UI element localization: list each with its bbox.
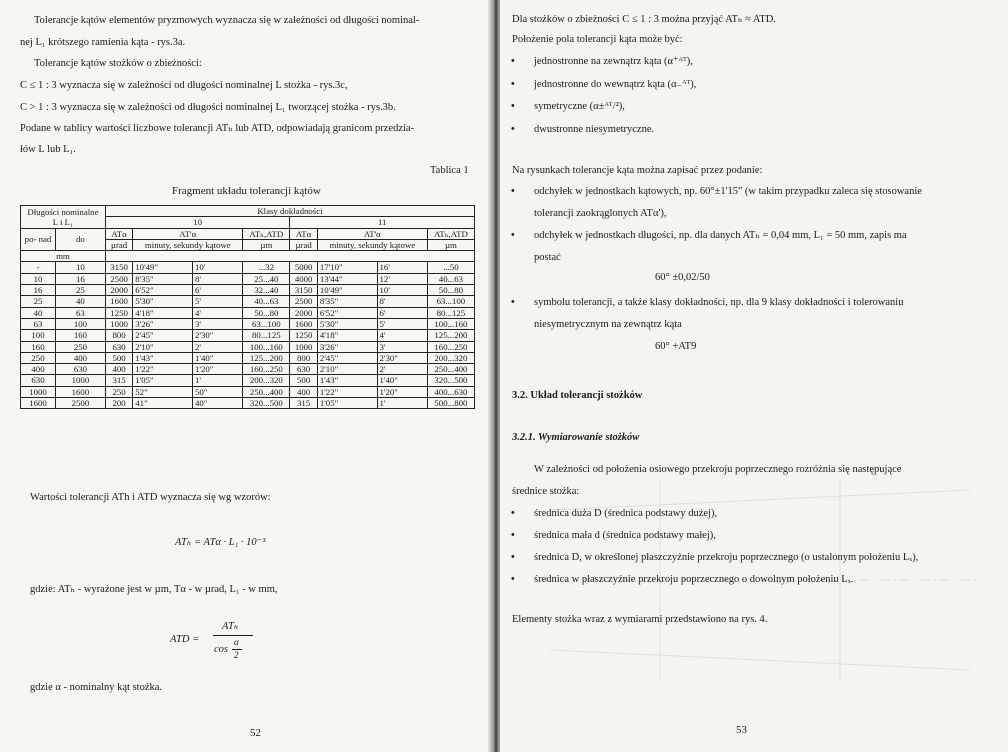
table-cell: 250...400 [427, 364, 474, 375]
table-cell: 1600 [21, 398, 56, 409]
table-cell: 500...800 [427, 398, 474, 409]
table-cell: ...50 [427, 262, 474, 273]
intro-line: Tolerancje kątów elementów pryzmowych wyznacza się w zależności od długości nominal- [34, 15, 420, 26]
table-cell: 2500 [105, 273, 132, 284]
table-cell: 2000 [105, 285, 132, 296]
table-cell: 1000 [56, 375, 106, 386]
where-line-2: gdzie α - nominalny kąt stożka. [30, 682, 163, 693]
table-cell: 500 [105, 352, 132, 363]
table-cell: 2' [192, 341, 242, 352]
table-cell: 100...160 [243, 341, 290, 352]
table-cell: 100...160 [427, 318, 474, 329]
table-row [21, 296, 475, 307]
table-cell: 2' [377, 364, 427, 375]
table-row [21, 352, 475, 363]
table-cell: 50...80 [427, 285, 474, 296]
header-classes: Klasy dokładności [105, 206, 474, 217]
table-cell: 4'18" [133, 307, 193, 318]
table-row [21, 307, 475, 318]
table-row [21, 386, 475, 397]
table-cell: 1600 [56, 386, 106, 397]
table-row [21, 285, 475, 296]
table-cell: 1'05" [317, 398, 377, 409]
table-cell: 315 [105, 375, 132, 386]
bullet-position: • symetryczne (α±ᴬᵀ/²), [534, 100, 625, 113]
fraction-bar [213, 635, 253, 636]
unit-minutes: minuty, sekundy kątowe [317, 239, 427, 250]
table-cell: 1000 [105, 318, 132, 329]
table-cell: 1'40" [377, 375, 427, 386]
table-cell: 630 [21, 375, 56, 386]
table-row [21, 341, 475, 352]
table-cell: 1600 [290, 318, 317, 329]
table-cell: 200...320 [427, 352, 474, 363]
header-ath-atd: ATₕ,ATD [427, 228, 474, 239]
formula-atd-den-num: α [234, 637, 239, 647]
table-cell: 1250 [105, 307, 132, 318]
table-cell: 800 [105, 330, 132, 341]
table-row [21, 398, 475, 409]
table-cell: 1'22" [317, 386, 377, 397]
header-to: do [56, 228, 106, 251]
table-cell: 1'22" [133, 364, 193, 375]
table-cell: 50...80 [243, 307, 290, 318]
intro-line: Podane w tablicy wartości liczbowe tolerancji ATₕ lub ATD, odpowiadają granicom przedzia- [20, 123, 415, 134]
table-cell: 5000 [290, 262, 317, 273]
table-cell: 40" [192, 398, 242, 409]
table-cell: 250...400 [243, 386, 290, 397]
table-row [21, 364, 475, 375]
table-cell: 400 [290, 386, 317, 397]
table-cell: 400 [21, 364, 56, 375]
table-cell: 4' [192, 307, 242, 318]
bullet-position: • jednostronne na zewnątrz kąta (α⁺ᴬᵀ), [534, 55, 693, 68]
unit-urad: µrad [290, 239, 317, 250]
table-cell: 40...63 [243, 296, 290, 307]
table-row [21, 318, 475, 329]
after-table-text: Wartości tolerancji ATh i ATD wyznacza się wg wzorów: [30, 492, 271, 503]
example-length: 60° ±0,02/50 [655, 272, 710, 283]
table-cell: 250 [21, 352, 56, 363]
table-cell: 500 [290, 375, 317, 386]
table-cell: 160 [21, 341, 56, 352]
bullet-diameter: • średnica mała d (średnica podstawy małej), [534, 529, 716, 542]
table-cell: 6'52" [317, 307, 377, 318]
table-cell: 160...250 [427, 341, 474, 352]
unit-um: µm [243, 239, 290, 250]
table-cell: 1'05" [133, 375, 193, 386]
subsection-heading: 3.2.1. Wymiarowanie stożków [512, 432, 640, 443]
table-cell: 320...500 [243, 398, 290, 409]
table-cell: 13'44" [317, 273, 377, 284]
table-cell: 10'49" [133, 262, 193, 273]
table-cell: 125...200 [427, 330, 474, 341]
table-cell: 315 [290, 398, 317, 409]
table-cell: 2000 [290, 307, 317, 318]
table-cell: 80...125 [427, 307, 474, 318]
table-cell: 41" [133, 398, 193, 409]
table-cell: 2500 [290, 296, 317, 307]
bullet-angular: • odchyłek w jednostkach kątowych, np. 60°±1'15" (w takim przypadku zaleca się stosowanie [534, 185, 922, 198]
table-cell: 12' [377, 273, 427, 284]
header-at-alpha-prime: AT'α [317, 228, 427, 239]
header-length-text: Długości nominalne [27, 206, 99, 217]
table-cell: 5'30" [317, 318, 377, 329]
table-cell: 63...100 [243, 318, 290, 329]
bullet-diameter: • średnica duża D (średnica podstawy dużej), [534, 507, 717, 520]
unit-minutes: minuty, sekundy kątowe [133, 239, 243, 250]
table-cell: 1600 [105, 296, 132, 307]
table-cell: ...32 [243, 262, 290, 273]
table-cell: 2'45" [133, 330, 193, 341]
table-cell: 63...100 [427, 296, 474, 307]
table-cell: 4'18" [317, 330, 377, 341]
table-cell: 6'52" [133, 285, 193, 296]
table-cell: 25 [56, 285, 106, 296]
table-cell: 8'35" [317, 296, 377, 307]
right-page [500, 0, 1008, 752]
para-diameters-cont: średnice stożka: [512, 486, 580, 497]
table-cell: 1' [192, 375, 242, 386]
table-cell: 1'20" [192, 364, 242, 375]
table-cell: 2'10" [317, 364, 377, 375]
table-cell: 16 [56, 273, 106, 284]
bullet-diameter: • średnica w płaszczyźnie przekroju poprzecznego o dowolnym położeniu Lₓ. [534, 573, 853, 586]
table-cell: 80...125 [243, 330, 290, 341]
header-ath-atd: ATₕ,ATD [243, 228, 290, 239]
header-at-alpha-prime: AT'α [133, 228, 243, 239]
table-cell: 4' [377, 330, 427, 341]
table-cell: 1'43" [133, 352, 193, 363]
bullet-length-cont: postać [534, 252, 561, 263]
table-cell: 2'30" [192, 330, 242, 341]
table-cell: 5'30" [133, 296, 193, 307]
page-number: 52 [250, 727, 261, 739]
table-cell: 2'45" [317, 352, 377, 363]
left-page [0, 0, 492, 752]
table-cell: 400...630 [427, 386, 474, 397]
table-cell: 5' [377, 318, 427, 329]
table-cell: 250 [56, 341, 106, 352]
formula-atd-lhs: ATD = [170, 634, 200, 645]
table-cell: 1000 [290, 341, 317, 352]
where-line-1: gdzie: ATₕ - wyrażone jest w µm, Tα - w µrad, L₁ - w mm, [30, 584, 278, 595]
table-cell: 40...63 [427, 273, 474, 284]
bullet-symbol: • symbolu tolerancji, a także klasy dokładności, np. dla 9 klasy dokładności i tolerowaniu [534, 296, 903, 309]
bullet-diameter: • średnica D, w określonej płaszczyźnie przekroju poprzecznego (o ustalonym położeniu Lₓ), [534, 551, 918, 564]
header-length-sub: L i L₁ [52, 216, 74, 227]
formula-atd-den-den: 2 [234, 650, 239, 660]
table-row [21, 273, 475, 284]
table-cell: 2'10" [133, 341, 193, 352]
table-cell: 63 [56, 307, 106, 318]
table-cell: 3'26" [133, 318, 193, 329]
table-cell: 50" [192, 386, 242, 397]
table-cell: 160 [56, 330, 106, 341]
table-cell: 40 [21, 307, 56, 318]
header-spacer [105, 251, 474, 262]
table-cell: 10 [56, 262, 106, 273]
table-cell: 200 [105, 398, 132, 409]
table-cell: 320...500 [427, 375, 474, 386]
table-cell: 160...250 [243, 364, 290, 375]
formula-ath: ATₕ = ATα · L₁ · 10⁻³ [175, 537, 266, 548]
table-cell: 125...200 [243, 352, 290, 363]
table-cell: 25...40 [243, 273, 290, 284]
table-cell: 1'43" [317, 375, 377, 386]
section-heading: 3.2. Układ tolerancji stożków [512, 390, 643, 401]
table-cell: 250 [105, 386, 132, 397]
table-cell: 63 [21, 318, 56, 329]
table-cell: 25 [21, 296, 56, 307]
line-top: Dla stożków o zbieżności C ≤ 1 : 3 można przyjąć ATₕ ≈ ATD. [512, 14, 776, 25]
table-cell: 400 [105, 364, 132, 375]
table-body [21, 262, 475, 409]
table-cell: 400 [56, 352, 106, 363]
table-cell: 3150 [290, 285, 317, 296]
table-row [21, 262, 475, 273]
bullet-angular-cont: tolerancji zaokrąglonych ATα'), [534, 208, 667, 219]
line-top: Położenie pola tolerancji kąta może być: [512, 34, 683, 45]
table-cell: 4000 [290, 273, 317, 284]
table-cell: 17'10" [317, 262, 377, 273]
table-cell: 8' [192, 273, 242, 284]
table-cell: 8' [377, 296, 427, 307]
table-cell: 52" [133, 386, 193, 397]
page-number: 53 [736, 724, 747, 736]
table-cell: 1' [377, 398, 427, 409]
intro-line: nej L₁ krótszego ramienia kąta - rys.3a. [20, 37, 186, 48]
table-cell: 3' [377, 341, 427, 352]
tolerance-table [20, 205, 475, 409]
bullet-symbol-cont: niesymetrycznym na zewnątrz kąta [534, 319, 682, 330]
table-title: Fragment układu tolerancji kątów [172, 185, 321, 197]
table-cell: 10'49" [317, 285, 377, 296]
bullet-position: • jednostronne do wewnątrz kąta (α₋ᴬᵀ), [534, 78, 696, 91]
intro-line: Tolerancje kątów stożków o zbieżności: [34, 58, 202, 69]
table-cell: 2500 [56, 398, 106, 409]
table-cell: 100 [21, 330, 56, 341]
bullet-length: • odchyłek w jednostkach długości, np. dla danych ATₕ = 0,04 mm, L₁ = 50 mm, zapis ma [534, 229, 907, 242]
table-cell: 16 [21, 285, 56, 296]
closing-text: Elementy stożka wraz z wymiarami przedstawiono na rys. 4. [512, 614, 768, 625]
table-cell: 3150 [105, 262, 132, 273]
table-cell: 5' [192, 296, 242, 307]
table-cell: 1000 [21, 386, 56, 397]
header-class-11: 11 [290, 217, 475, 228]
table-cell: 100 [56, 318, 106, 329]
header-from: po- nad [21, 228, 56, 251]
table-cell: 10 [21, 273, 56, 284]
example-symbol: 60° +AT9 [655, 341, 697, 352]
table-cell: - [21, 262, 56, 273]
table-row [21, 375, 475, 386]
table-cell: 6' [192, 285, 242, 296]
table-cell: 1'40" [192, 352, 242, 363]
para-diameters: W zależności od położenia osiowego przekroju poprzecznego rozróżnia się następujące [534, 464, 902, 475]
table-cell: 3' [192, 318, 242, 329]
table-cell: 10' [377, 285, 427, 296]
formula-atd-den-prefix: cos [214, 644, 228, 655]
table-cell: 1'20" [377, 386, 427, 397]
table-label: Tablica 1 [430, 165, 469, 176]
table-cell: 6' [377, 307, 427, 318]
unit-um: µm [427, 239, 474, 250]
bullet-position: • dwustronne niesymetryczne. [534, 123, 654, 136]
table-cell: 630 [56, 364, 106, 375]
header-class-10: 10 [105, 217, 290, 228]
intro-line: C > 1 : 3 wyznacza się w zależności od długości nominalnej L₁ tworzącej stożka - rys.3b. [20, 102, 396, 113]
table-cell: 10' [192, 262, 242, 273]
table-cell: 3'26" [317, 341, 377, 352]
unit-urad: µrad [105, 239, 132, 250]
header-at-alpha: ATα [290, 228, 317, 239]
table-cell: 40 [56, 296, 106, 307]
table-cell: 2'30" [377, 352, 427, 363]
table-cell: 630 [105, 341, 132, 352]
table-cell: 630 [290, 364, 317, 375]
intro-line: C ≤ 1 : 3 wyznacza się w zależności od długości nominalnej L stożka - rys.3c, [20, 80, 348, 91]
table-cell: 16' [377, 262, 427, 273]
table-cell: 8'35" [133, 273, 193, 284]
unit-mm: mm [21, 251, 106, 262]
intro-line: łów L lub L₁. [20, 144, 76, 155]
table-row [21, 330, 475, 341]
header-at-alpha: ATα [105, 228, 132, 239]
header-length [21, 206, 106, 229]
formula-atd-num: ATₕ [222, 621, 239, 632]
table-cell: 800 [290, 352, 317, 363]
table-cell: 32...40 [243, 285, 290, 296]
table-cell: 1250 [290, 330, 317, 341]
table-cell: 200...320 [243, 375, 290, 386]
drawing-intro: Na rysunkach tolerancje kąta można zapisać przez podanie: [512, 165, 763, 176]
